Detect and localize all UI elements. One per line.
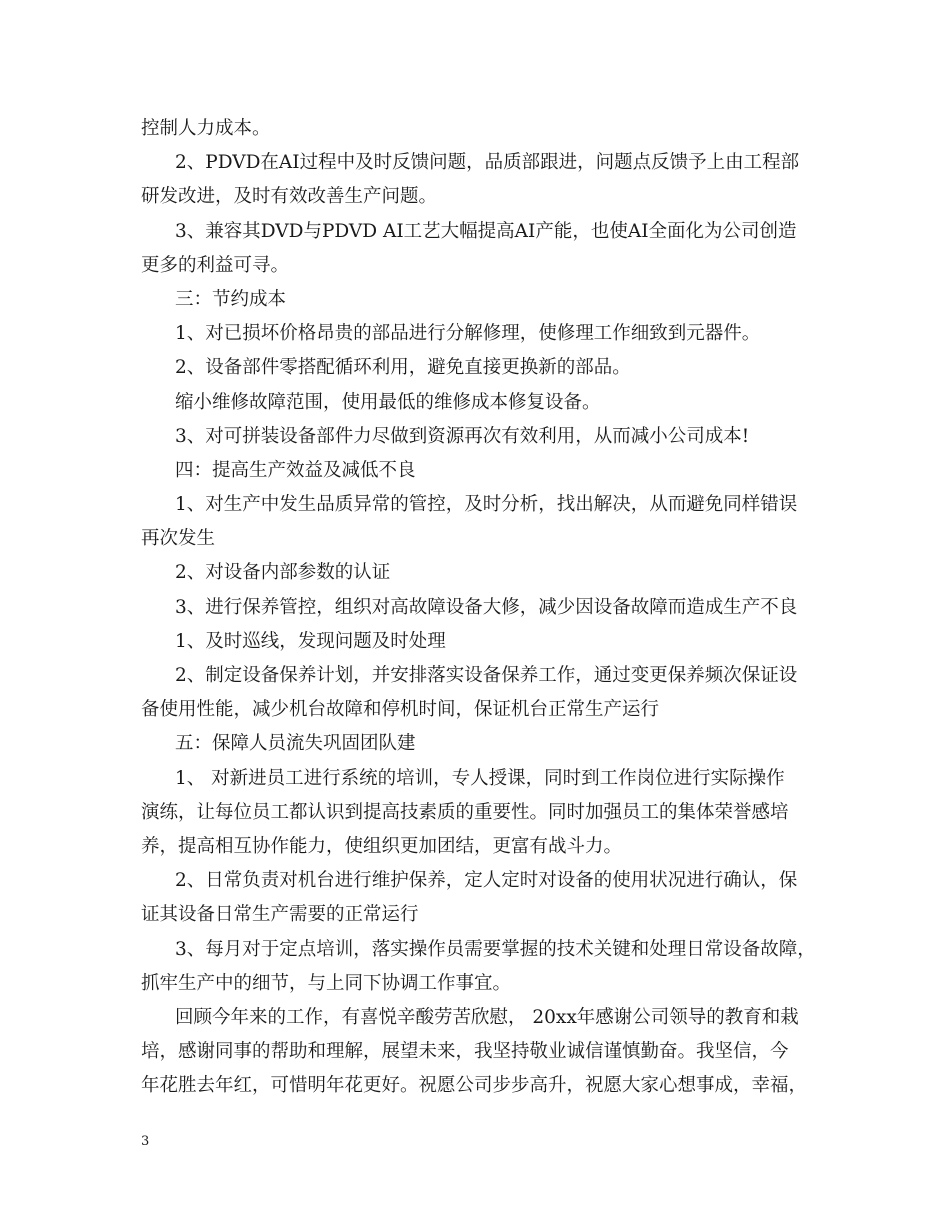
text-line: 再次发生: [141, 528, 216, 550]
text-line: 3、进行保养管控，组织对高故障设备大修，减少因设备故障而造成生产不良: [175, 596, 798, 618]
text-line: 更多的利益可寻。: [141, 254, 290, 276]
text-line: 抓牢生产中的细节，与上同下协调工作事宜。: [141, 972, 512, 994]
section-heading: 三：节约成本: [175, 288, 287, 310]
section-heading: 四：提高生产效益及减低不良: [175, 459, 416, 481]
text-line: 2、设备部件零搭配循环利用，避免直接更换新的部品。: [175, 357, 631, 379]
text-line: 1、对生产中发生品质异常的管控，及时分析，找出解决，从而避免同样错误: [175, 494, 798, 516]
text-line: 备使用性能，减少机台故障和停机时间，保证机台正常生产运行: [141, 699, 660, 721]
document-body: [141, 112, 816, 1103]
text-line: 2、制定设备保养计划，并安排落实设备保养工作，通过变更保养频次保证设: [175, 665, 798, 686]
text-line: 年花胜去年红，可惜明年花更好。祝愿公司步步高升，祝愿大家心想事成，幸福，: [141, 1075, 808, 1097]
page-number: 3: [141, 1134, 150, 1149]
text-line: 控制人力成本。: [141, 118, 271, 139]
text-line: 证其设备日常生产需要的正常运行: [141, 904, 419, 926]
text-line: 研发改进，及时有效改善生产问题。: [141, 186, 438, 208]
text-line: 1、对已损坏价格昂贵的部品进行分解修理，使修理工作细致到元器件。: [175, 323, 761, 345]
text-line: 3、每月对于定点培训，落实操作员需要掌握的技术关键和处理日常设备故障，: [175, 938, 816, 960]
text-line: 回顾今年来的工作，有喜悦辛酸劳苦欣慰， 20xx年感谢公司领导的教育和栽: [175, 1006, 799, 1028]
text-line: 缩小维修故障范围，使用最低的维修成本修复设备。: [175, 391, 601, 413]
text-line: 2、PDVD在AI过程中及时反馈问题，品质部跟进，问题点反馈予上由工程部: [175, 152, 800, 174]
text-line: 演练，让每位员工都认识到提高技素质的重要性。同时加强员工的集体荣誉感培: [141, 801, 789, 823]
text-line: 2、对设备内部参数的认证: [175, 562, 391, 584]
text-line: 3、兼容其DVD与PDVD AI工艺大幅提高AI产能，也使AI全面化为公司创造: [175, 220, 797, 242]
section-heading: 五：保障人员流失巩固团队建: [175, 733, 416, 755]
text-line: 培，感谢同事的帮助和理解，展望未来，我坚持敬业诚信谨慎勤奋。我坚信，今: [141, 1041, 789, 1063]
text-line: 养，提高相互协作能力，使组织更加团结，更富有战斗力。: [141, 835, 623, 857]
text-line: 2、日常负责对机台进行维护保养，定人定时对设备的使用状况进行确认，保: [175, 870, 798, 892]
text-line: 1、及时巡线，发现问题及时处理: [175, 630, 446, 652]
text-line: 1、 对新进员工进行系统的培训，专人授课，同时到工作岗位进行实际操作: [175, 767, 785, 789]
text-line: 3、对可拼装设备部件力尽做到资源再次有效利用，从而减小公司成本!: [175, 425, 750, 447]
